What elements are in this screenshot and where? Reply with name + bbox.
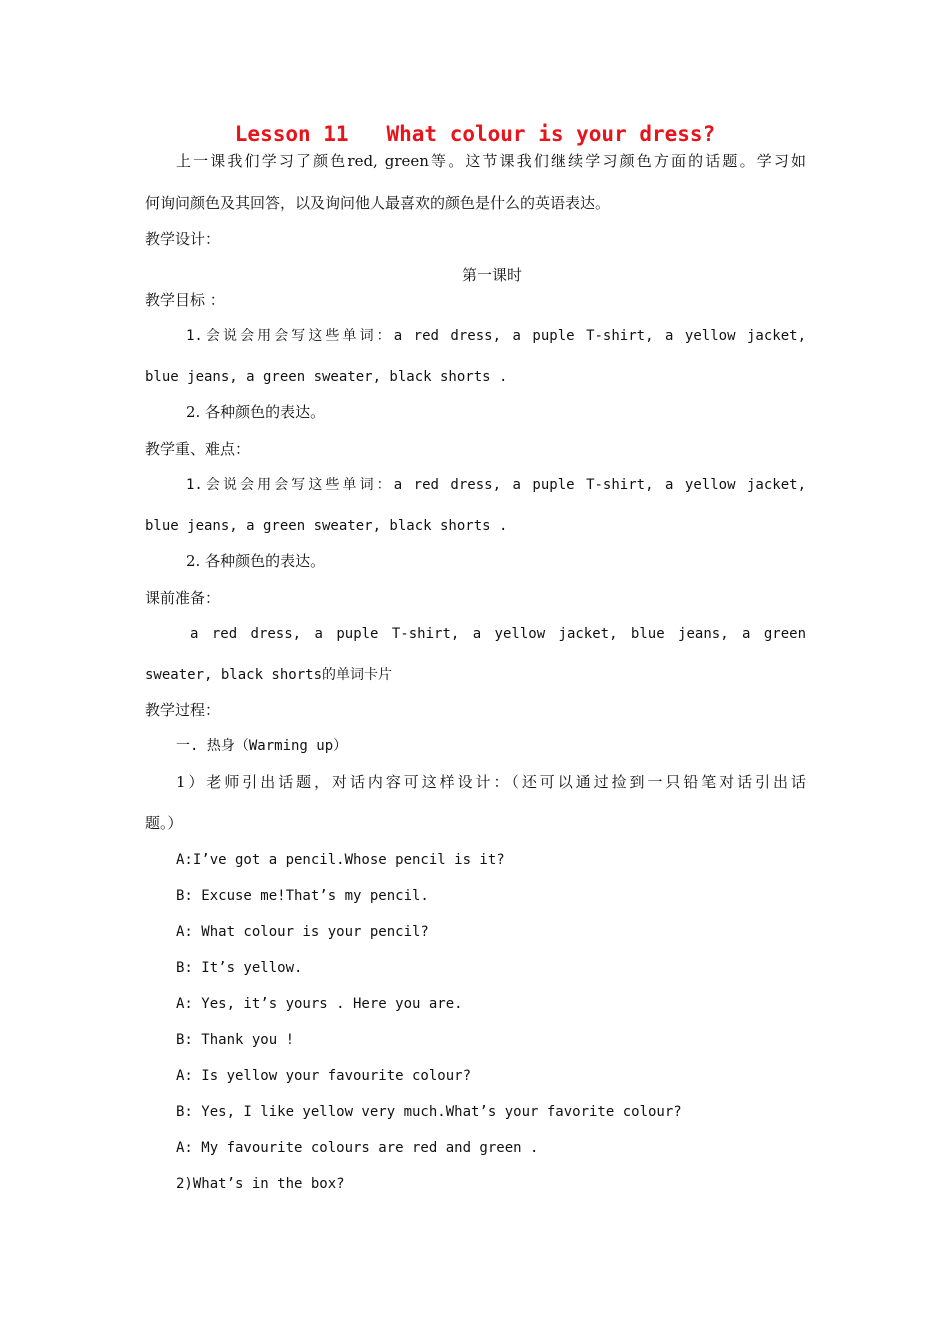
process-heading: 教学过程： (145, 701, 221, 719)
intro-line-1: 上一课我们学习了颜色red, green等。这节课我们继续学习颜色方面的话题。学习如 (176, 152, 806, 170)
dialogue-line: A:I’ve got a pencil.Whose pencil is it? (176, 852, 505, 868)
period-label: 第一课时 (461, 266, 522, 284)
preparation-heading: 课前准备： (145, 589, 221, 607)
intro-line-2: 何询问颜色及其回答，以及询问他人最喜欢的颜色是什么的英语表达。 (145, 194, 611, 212)
objectives-item-2: 2. 各种颜色的表达。 (186, 403, 326, 421)
lesson-title: Lesson 11 What colour is your dress? (234, 122, 716, 146)
keypoints-item-1-line-2: blue jeans, a green sweater, black shorts . (145, 518, 508, 534)
dialogue-line: B: Excuse me!That’s my pencil. (176, 888, 429, 904)
keypoints-item-1-line-1: 1.会说会用会写这些单词：a red dress, a puple T-shirt, a yellow jacket, (186, 477, 806, 493)
dialogue-line: A: My favourite colours are red and green . (176, 1140, 539, 1156)
dialogue-line: A: What colour is your pencil? (176, 924, 429, 940)
keypoints-heading: 教学重、难点： (145, 440, 251, 458)
dialogue-line: B: Thank you ! (176, 1032, 295, 1048)
process-sub-1-line-2: 题。） (145, 814, 183, 832)
objectives-heading: 教学目标 ： (145, 291, 225, 309)
dialogue-line: A: Yes, it’s yours . Here you are. (176, 996, 463, 1012)
design-label: 教学设计： (145, 230, 221, 248)
process-sub-1-line-1: 1）老师引出话题，对话内容可这样设计：（还可以通过捡到一只铅笔对话引出话 (176, 773, 806, 791)
process-step-1: 一. 热身（Warming up） (176, 738, 348, 754)
dialogue-line: B: It’s yellow. (176, 960, 303, 976)
preparation-line-1: a red dress, a puple T-shirt, a yellow jacket, blue jeans, a green (190, 626, 806, 642)
process-sub-2: 2)What’s in the box? (176, 1176, 345, 1192)
preparation-line-2: sweater, black shorts的单词卡片 (145, 667, 393, 683)
dialogue-line: B: Yes, I like yellow very much.What’s your favorite colour? (176, 1104, 682, 1120)
dialogue-line: A: Is yellow your favourite colour? (176, 1068, 472, 1084)
keypoints-item-2: 2. 各种颜色的表达。 (186, 552, 326, 570)
objectives-item-1-line-1: 1.会说会用会写这些单词：a red dress, a puple T-shirt, a yellow jacket, (186, 328, 806, 344)
objectives-item-1-line-2: blue jeans, a green sweater, black shorts . (145, 369, 508, 385)
